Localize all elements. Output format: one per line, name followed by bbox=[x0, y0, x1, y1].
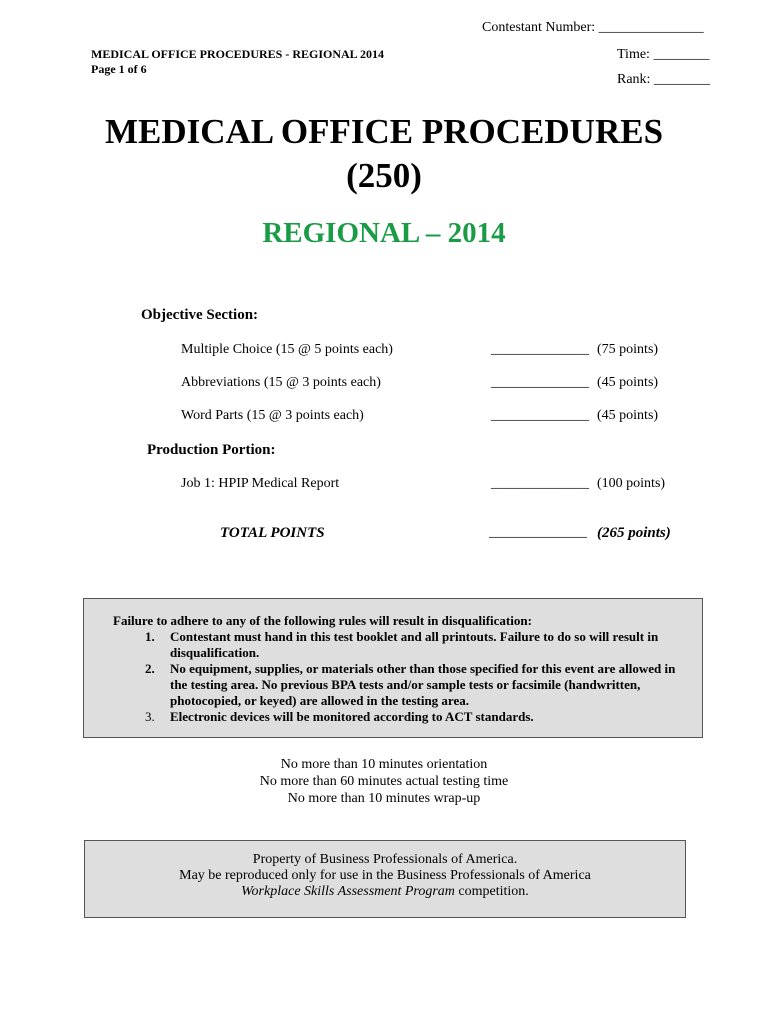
rules-list bbox=[114, 629, 690, 725]
rank-field bbox=[617, 72, 710, 88]
time-limit-line: No more than 60 minutes actual testing time bbox=[259, 774, 509, 789]
score-item-label: Word Parts (15 @ 3 points each) bbox=[181, 408, 364, 423]
score-blank: ______________ bbox=[491, 375, 589, 390]
property-line-end: competition. bbox=[454, 884, 529, 899]
time-limit-line: No more than 10 minutes wrap-up bbox=[287, 791, 481, 806]
score-points: (45 points) bbox=[597, 375, 659, 390]
objective-section-heading: Objective Section: bbox=[141, 307, 259, 323]
property-line bbox=[85, 884, 685, 900]
disqualification-rules-box bbox=[83, 598, 703, 738]
rank-label: Rank: bbox=[617, 72, 651, 87]
rule-text: Contestant must hand in this test booklet and all printouts. Failure to do so will result in disqualification. bbox=[170, 629, 659, 660]
document-title: MEDICAL OFFICE PROCEDURES bbox=[104, 112, 664, 151]
score-points: (100 points) bbox=[597, 476, 666, 491]
rule-item bbox=[145, 709, 690, 725]
contestant-number-blank: _______________ bbox=[598, 20, 704, 35]
score-blank: ______________ bbox=[491, 408, 589, 423]
program-name: Workplace Skills Assessment Program bbox=[241, 884, 455, 899]
exam-header-line: MEDICAL OFFICE PROCEDURES - REGIONAL 2014 bbox=[91, 47, 385, 61]
property-line: May be reproduced only for use in the Business Professionals of America bbox=[179, 868, 591, 883]
rule-item bbox=[145, 661, 690, 709]
time-field bbox=[617, 47, 709, 63]
rank-blank: ________ bbox=[653, 72, 710, 87]
total-points-blank: ______________ bbox=[489, 525, 587, 540]
rule-text: No equipment, supplies, or materials other than those specified for this event are allowed in the testing area. No previous BPA tests and/or sample tests or facsimile (handwritten, photocopied, or keyed) are allowed in the testing area. bbox=[170, 661, 676, 708]
rule-item bbox=[145, 629, 690, 661]
time-limit-line: No more than 10 minutes orientation bbox=[280, 757, 488, 772]
time-label: Time: bbox=[617, 47, 650, 62]
rules-intro: Failure to adhere to any of the following rules will result in disqualification: bbox=[113, 613, 532, 628]
event-number: (250) bbox=[346, 156, 422, 195]
rule-number: 2. bbox=[145, 661, 155, 676]
total-points-label: TOTAL POINTS bbox=[220, 525, 325, 541]
rule-number: 1. bbox=[145, 629, 155, 644]
rule-number: 3. bbox=[145, 709, 155, 724]
contestant-number-label: Contestant Number: bbox=[482, 20, 596, 35]
page-number: Page 1 of 6 bbox=[91, 62, 147, 76]
score-points: (75 points) bbox=[597, 342, 659, 357]
score-item-label: Multiple Choice (15 @ 5 points each) bbox=[181, 342, 393, 357]
score-item-label: Abbreviations (15 @ 3 points each) bbox=[181, 375, 381, 390]
contestant-number-field bbox=[482, 20, 704, 36]
regional-subtitle: REGIONAL – 2014 bbox=[262, 217, 506, 249]
score-blank: ______________ bbox=[491, 476, 589, 491]
property-notice-box bbox=[84, 840, 686, 918]
property-line: Property of Business Professionals of America. bbox=[252, 852, 518, 867]
production-portion-heading: Production Portion: bbox=[147, 442, 276, 458]
score-points: (45 points) bbox=[597, 408, 659, 423]
score-item-label: Job 1: HPIP Medical Report bbox=[181, 476, 340, 491]
time-blank: ________ bbox=[653, 47, 710, 62]
score-blank: ______________ bbox=[491, 342, 589, 357]
rule-text: Electronic devices will be monitored according to ACT standards. bbox=[170, 709, 534, 724]
total-points-value: (265 points) bbox=[597, 525, 671, 541]
